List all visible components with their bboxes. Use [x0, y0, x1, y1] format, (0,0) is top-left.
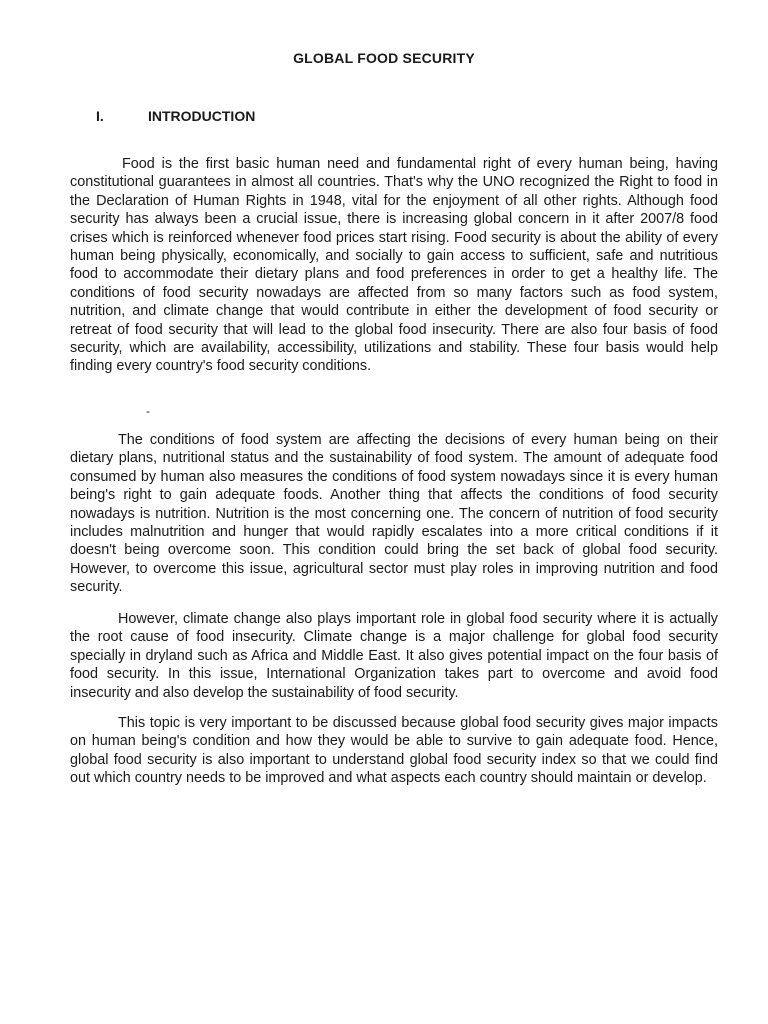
paragraph-4: This topic is very important to be discussed because global food security gives major impacts on human being's condition and how they would be able to survive to gain adequate food. Hence, global food security is also important to understand global food security index so that we could find out which country needs to be improved and what aspects each country should maintain or develop. — [70, 715, 718, 787]
section-title: INTRODUCTION — [148, 108, 256, 124]
stray-mark: - — [146, 404, 150, 418]
section-heading — [96, 108, 255, 124]
paragraph-1: Food is the first basic human need and fundamental right of every human being, having constitutional guarantees in almost all countries. That's why the UNO recognized the Right to food in the Declaration of Human Rights in 1948, vital for the enjoyment of all other rights. Although food security has always been a crucial issue, there is increasing global concern in it after 2007/8 food crises which is reinforced whenever food prices start rising. Food security is about the ability of every human being physically, economically, and socially to gain access to sufficient, safe and nutritious food to accommodate their dietary plans and food preferences in order to get a healthy life. The conditions of food security nowadays are affected from so many factors such as food system, nutrition, and climate change that would contribute in either the development of food security or retreat of food security that will lead to the global food insecurity. There are also four basis of food security, which are availability, accessibility, utilizations and stability. These four basis would help finding every country's food security conditions. — [70, 156, 718, 375]
section-number: I. — [96, 108, 104, 124]
document-title: GLOBAL FOOD SECURITY — [293, 50, 475, 66]
paragraph-3: However, climate change also plays important role in global food security where it is actually the root cause of food insecurity. Climate change is a major challenge for global food security specially in dryland such as Africa and Middle East. It also gives potential impact on the four basis of food security. In this issue, International Organization takes part to overcome and avoid food insecurity and also develop the sustainability of food security. — [70, 611, 718, 701]
paragraph-2: The conditions of food system are affecting the decisions of every human being on their dietary plans, nutritional status and the sustainability of food system. The amount of adequate food consumed by human also measures the conditions of food system nowadays since it is every human being's right to gain adequate foods. Another thing that affects the conditions of food security nowadays is nutrition. Nutrition is the most concerning one. The concern of nutrition of food security includes malnutrition and hunger that would rapidly escalates into a more critical conditions if it doesn't being overcome soon. This condition could bring the set back of global food security. However, to overcome this issue, agricultural sector must play roles in improving nutrition and food security. — [70, 432, 718, 596]
